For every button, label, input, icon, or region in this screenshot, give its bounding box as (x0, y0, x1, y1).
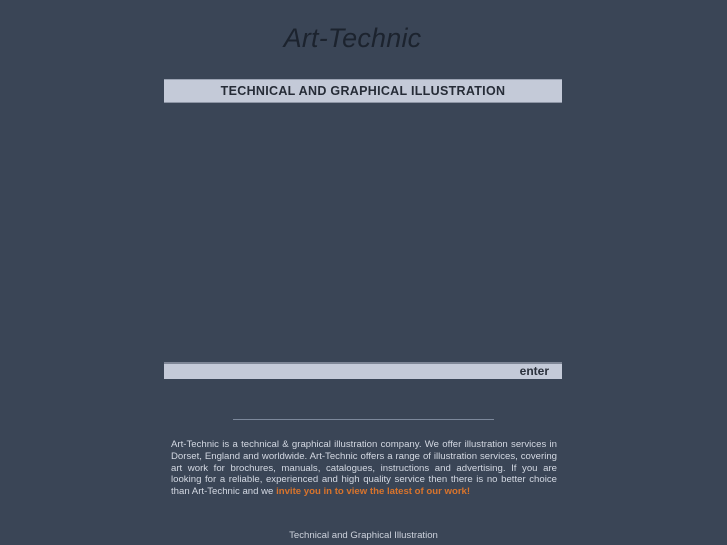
site-logo: Art-Technic (283, 23, 422, 53)
view-work-link[interactable]: invite you in to view the latest of our work! (276, 486, 471, 498)
enter-bar[interactable] (164, 362, 562, 379)
intro-media-area (164, 104, 562, 361)
intro-paragraph (171, 439, 557, 498)
header-banner (164, 79, 562, 103)
enter-link[interactable]: enter (519, 364, 549, 378)
footer-text: Technical and Graphical Illustration (289, 530, 438, 541)
header-title: TECHNICAL AND GRAPHICAL ILLUSTRATION (220, 84, 506, 98)
divider (233, 419, 494, 420)
intro-text: Art-Technic is a technical & graphical illustration company. We offer illustration services in Dorset, England and worldwide. Art-Technic offers a range of illustration services, covering art work for brochures, manuals, catalogues, instructions and advertising. If you are looking for a reliable, experienced and high quality service then there is no better choice than Art-Technic and we (171, 439, 557, 498)
